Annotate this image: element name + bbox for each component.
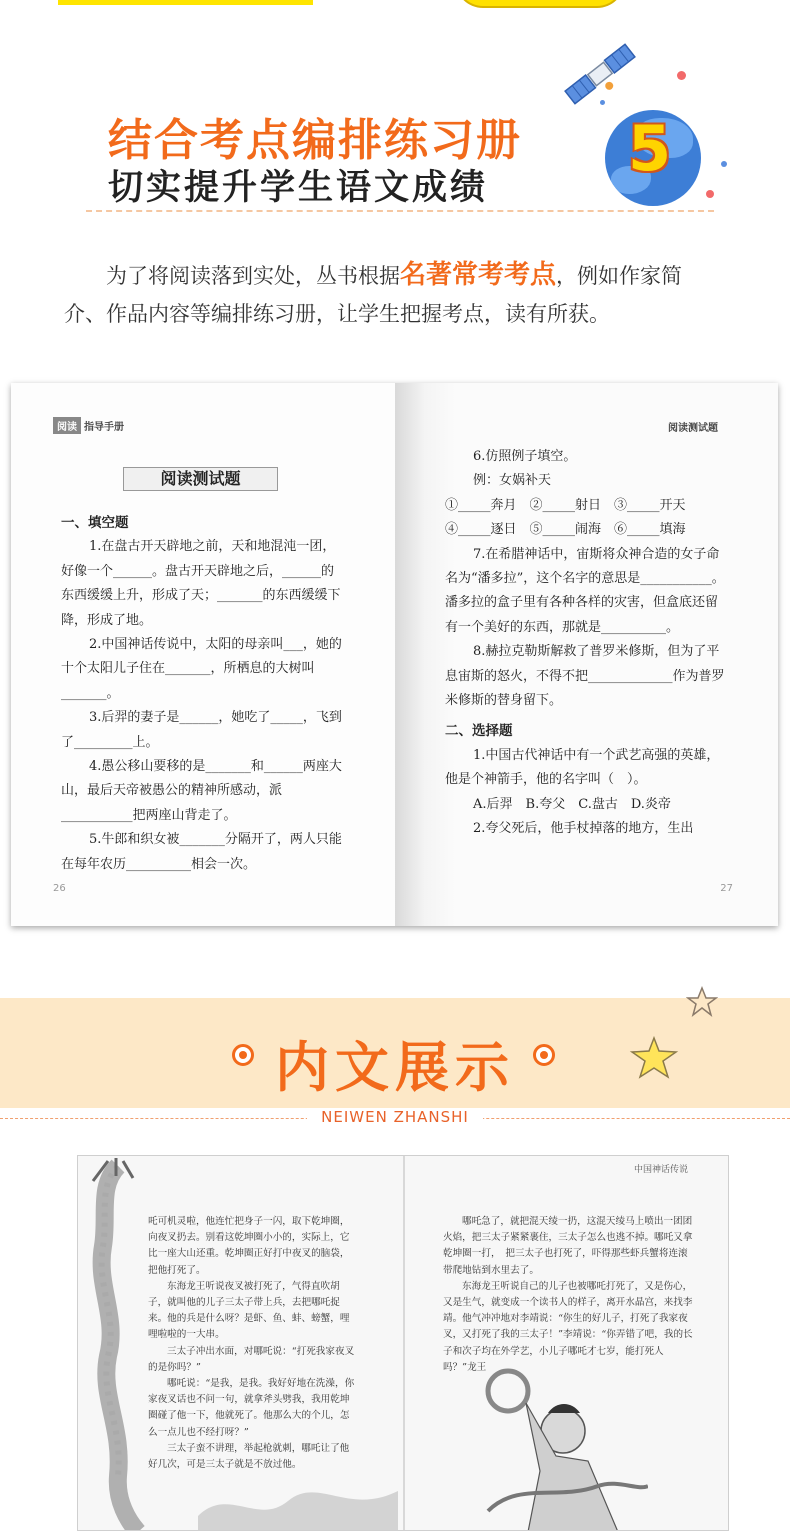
badge-number: 5	[628, 112, 672, 185]
question-item: 3.后羿的妻子是______，她吃了_____，飞到了_________上。	[61, 710, 342, 750]
intro-paragraph	[64, 256, 714, 333]
paragraph: 东海龙王听说自己的儿子也被哪吒打死了，又是伤心，又是生气，就变成一个读书人的样子，离开水晶宫，来找李靖。他气冲冲地对李靖说：“你生的好儿子，打死了我家夜叉，又打死了我的三太子！”李靖说：“你弄错了吧，我的长子和次子均在外学艺，小儿子哪吒才七岁，能打死人吗？”龙王	[443, 1280, 693, 1373]
page-left	[11, 383, 395, 926]
left-page-header	[53, 417, 124, 434]
section-subtitle	[0, 1108, 790, 1126]
question-item: 2.夸父死后，他手杖掉落的地方，生出	[473, 821, 694, 837]
book2-left-text	[148, 1214, 358, 1473]
page-number-right: 27	[720, 883, 733, 894]
right-page-header: 阅读测试题	[668, 423, 718, 434]
right-page-text	[445, 445, 727, 842]
star-icon	[628, 1036, 680, 1080]
book-fold	[403, 1156, 405, 1531]
paragraph: 三太子冲出水面，对哪吒说：“打死我家夜叉的是你吗？”	[148, 1345, 355, 1373]
header-text: 指导手册	[84, 422, 124, 433]
question-item: 2.中国神话传说中，太阳的母亲叫___，她的十个太阳儿子住在_______，所栖息的大树叫_______。	[61, 637, 342, 701]
question-item: 7.在希腊神话中，宙斯将众神合造的女子命名为“潘多拉”，这个名字的意思是___________。潘多拉的盒子里有各种各样的灾害，但盒底还留有一个美好的东西，那就是__________。	[445, 546, 725, 635]
header-tag: 阅读	[53, 417, 81, 434]
intro-text-2: ，例如作家简介、作品内容等编排练习册，让学生把握考点，读有所获。	[64, 264, 683, 326]
question-item: 6.仿照例子填空。	[473, 449, 577, 464]
paragraph: 哪吒急了，就把混天绫一扔，这混天绫马上喷出一团团火焰，把三太子紧紧裹住，三太子怎么也逃不掉。哪吒又拿乾坤圈一打， 把三太子也打死了，吓得那些虾兵蟹将连滚带爬地钻到水里去了。	[443, 1216, 693, 1276]
question-item: 1.在盘古开天辟地之前，天和地混沌一团，好像一个______。盘古开天辟地之后，______的东西缓缓上升，形成了天；_______的东西缓缓下降，形成了地。	[61, 539, 341, 628]
star-icon	[686, 986, 718, 1018]
question-item: 例：女娲补天	[473, 473, 552, 489]
question-item: A.后羿 B.夸父 C.盘古 D.炎帝	[473, 796, 671, 812]
nezha-illustration	[468, 1361, 648, 1531]
page-number-left: 26	[53, 883, 66, 894]
question-item: ①_____奔月 ②_____射日 ③_____开天	[445, 497, 686, 513]
decor-dot	[721, 161, 727, 167]
page-right	[395, 383, 778, 926]
section-subtitle-text: NEIWEN ZHANSHI	[307, 1108, 483, 1126]
question-item: 1.中国古代神话中有一个武艺高强的英雄，他是个神箭手，他的名字叫（ ）。	[445, 747, 720, 788]
decor-dot	[600, 100, 605, 105]
headline-sub: 切实提升学生语文成绩	[108, 168, 489, 208]
paragraph: 东海龙王听说夜叉被打死了，气得直吹胡子，就叫他的儿子三太子带上兵，去把哪吒捉来。他的兵是什么呀？是虾、鱼、蚌、螃蟹，哩哩啦啦的一大串。	[148, 1280, 350, 1341]
book2-right-text	[443, 1214, 693, 1376]
book2-header: 中国神话传说	[633, 1165, 688, 1175]
top-yellow-arc	[455, 0, 625, 8]
top-yellow-bar	[58, 0, 313, 5]
section-title: 阅读测试题	[123, 467, 278, 491]
book-spread-exercise	[11, 383, 778, 926]
question-item: 5.牛郎和织女被_______分隔开了，两人只能在每年农历__________相会一次。	[61, 832, 342, 872]
question-item: ④_____逐日 ⑤_____闹海 ⑥_____填海	[445, 522, 686, 538]
left-page-text	[61, 505, 343, 877]
decor-dot	[677, 71, 686, 80]
paragraph: 三太子蛮不讲理，举起枪就刺，哪吒让了他好几次，可是三太子就是不放过他。	[148, 1442, 350, 1471]
decor-dot	[706, 190, 714, 198]
paragraph: 哪吒说：“是我，是我。我好好地在洗澡，你家夜叉话也不问一句，就拿斧头劈我，我用乾坤圈碰了他一下，他就死了。他那么大的个儿，怎么一点儿也不经打呀？”	[148, 1378, 355, 1438]
intro-highlight: 名著常考考点	[400, 260, 557, 290]
section-title-neiwen: 内文展示	[275, 1036, 515, 1099]
question-item: 8.赫拉克勒斯解救了普罗米修斯，但为了平息宙斯的怒火，不得不把_____________作为普罗米修斯的替身留下。	[445, 644, 725, 709]
paragraph: 吒可机灵啦，他连忙把身子一闪，取下乾坤圈，向夜叉扔去。别看这乾坤圈小小的，实际上，它比一座大山还重。乾坤圈正好打中夜叉的脑袋，把他打死了。	[148, 1216, 350, 1276]
question-item: 4.愚公移山要移的是_______和______两座大山，最后天帝被愚公的精神所感动，派___________把两座山背走了。	[61, 759, 342, 823]
divider-dashed	[86, 210, 714, 212]
question-heading: 二、选择题	[445, 723, 513, 740]
headline-main: 结合考点编排练习册	[108, 115, 522, 166]
book-spread-content	[77, 1155, 729, 1531]
question-heading: 一、填空题	[61, 515, 129, 531]
intro-text-1: 为了将阅读落到实处，丛书根据	[106, 264, 400, 288]
